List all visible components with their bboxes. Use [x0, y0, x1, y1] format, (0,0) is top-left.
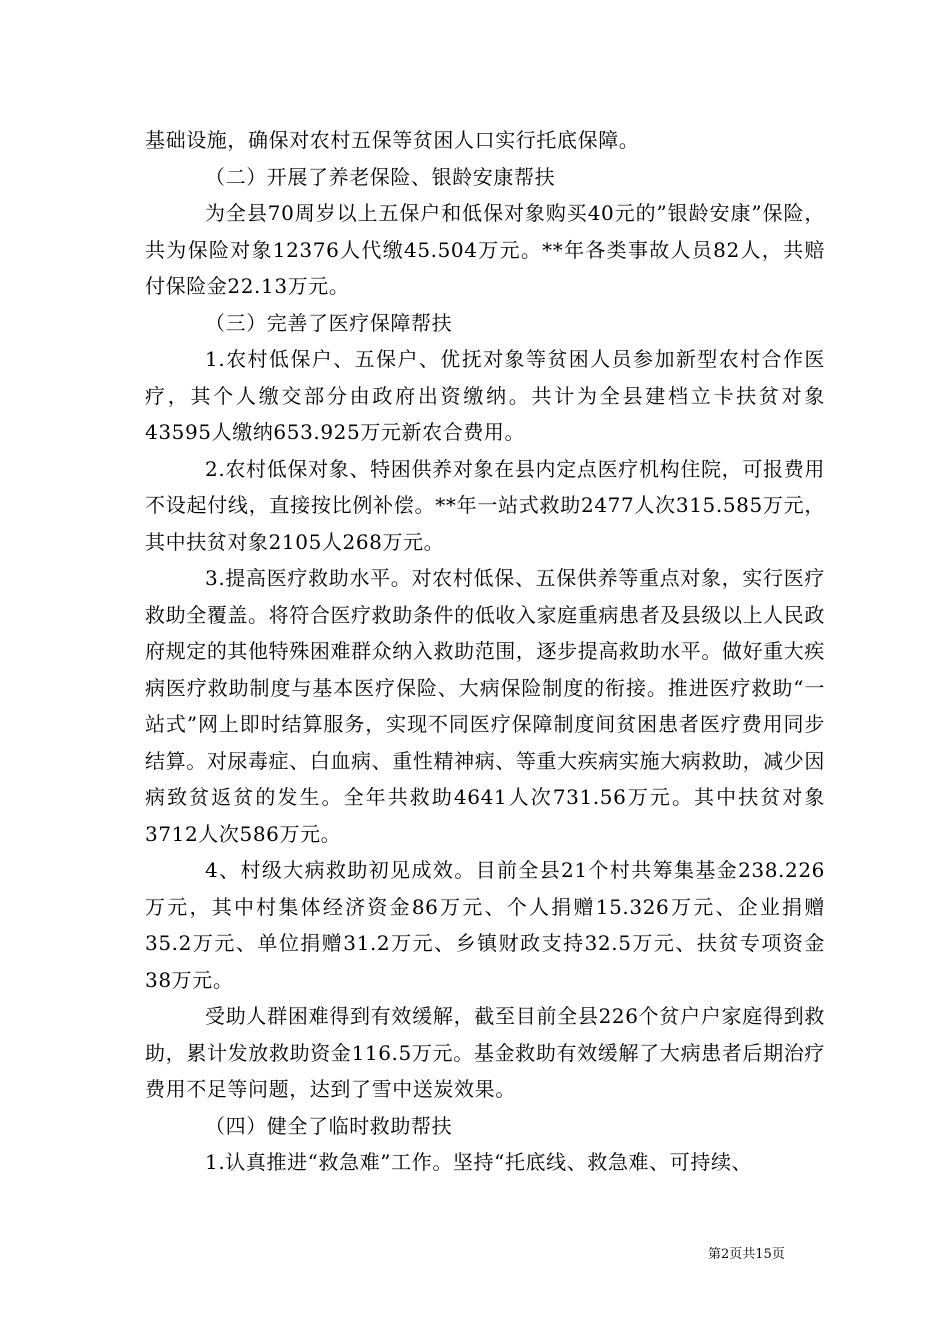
section-heading-3: （三）完善了医疗保障帮扶 [205, 310, 453, 335]
document-body [145, 122, 825, 1181]
paragraph-medical-3: 3.提高医疗救助水平。对农村低保、五保供养等重点对象，实行医疗救助全覆盖。将符合医疗救助条件的低收入家庭重病患者及县级以上人民政府规定的其他特殊困难群众纳入救助范围，逐步提高救助水平。做好重大疾病医疗救助制度与基本医疗保险、大病保险制度的衔接。推进医疗救助“一站式”网上即时结算服务，实现不同医疗保障制度间贫困患者医疗费用同步结算。对尿毒症、白血病、重性精神病、等重大疾病实施大病救助，减少因病致贫返贫的发生。全年共救助4641人次731.56万元。其中扶贫对象3712人次586万元。 [145, 566, 825, 846]
paragraph-temporary-relief-1: 1.认真推进“救急难”工作。坚持“托底线、救急难、可持续、 [205, 1150, 753, 1174]
page-number-footer: 第2页共15页 [708, 1247, 785, 1262]
paragraph-medical-4: 4、村级大病救助初见成效。目前全县21个村共筹集基金238.226万元，其中村集体经济资金86万元、个人捐赠15.326万元、企业捐赠35.2万元、单位捐赠31.2万元、乡镇财政支持32.5万元、扶贫专项资金38万元。 [145, 858, 825, 992]
section-heading-4: （四）健全了临时救助帮扶 [205, 1113, 453, 1138]
paragraph-elderly-insurance: 为全县70周岁以上五保户和低保对象购买40元的”银龄安康”保险，共为保险对象12376人代缴45.504万元。**年各类事故人员82人，共赔付保险金22.13万元。 [145, 201, 825, 298]
paragraph-medical-2: 2.农村低保对象、特困供养对象在县内定点医疗机构住院，可报费用不设起付线，直接按比例补偿。**年一站式救助2477人次315.585万元，其中扶贫对象2105人268万元。 [145, 456, 825, 554]
paragraph-medical-1: 1.农村低保户、五保户、优抚对象等贫困人员参加新型农村合作医疗，其个人缴交部分由政府出资缴纳。共计为全县建档立卡扶贫对象43595人缴纳653.925万元新农合费用。 [145, 347, 825, 444]
paragraph-continuation: 基础设施，确保对农村五保等贫困人口实行托底保障。 [145, 128, 640, 152]
paragraph-relief-result: 受助人群困难得到有效缓解，截至目前全县226个贫户户家庭得到救助，累计发放救助资金116.5万元。基金救助有效缓解了大病患者后期治疗费用不足等问题，达到了雪中送炭效果。 [145, 1004, 825, 1101]
section-heading-2: （二）开展了养老保险、银龄安康帮扶 [205, 164, 556, 189]
